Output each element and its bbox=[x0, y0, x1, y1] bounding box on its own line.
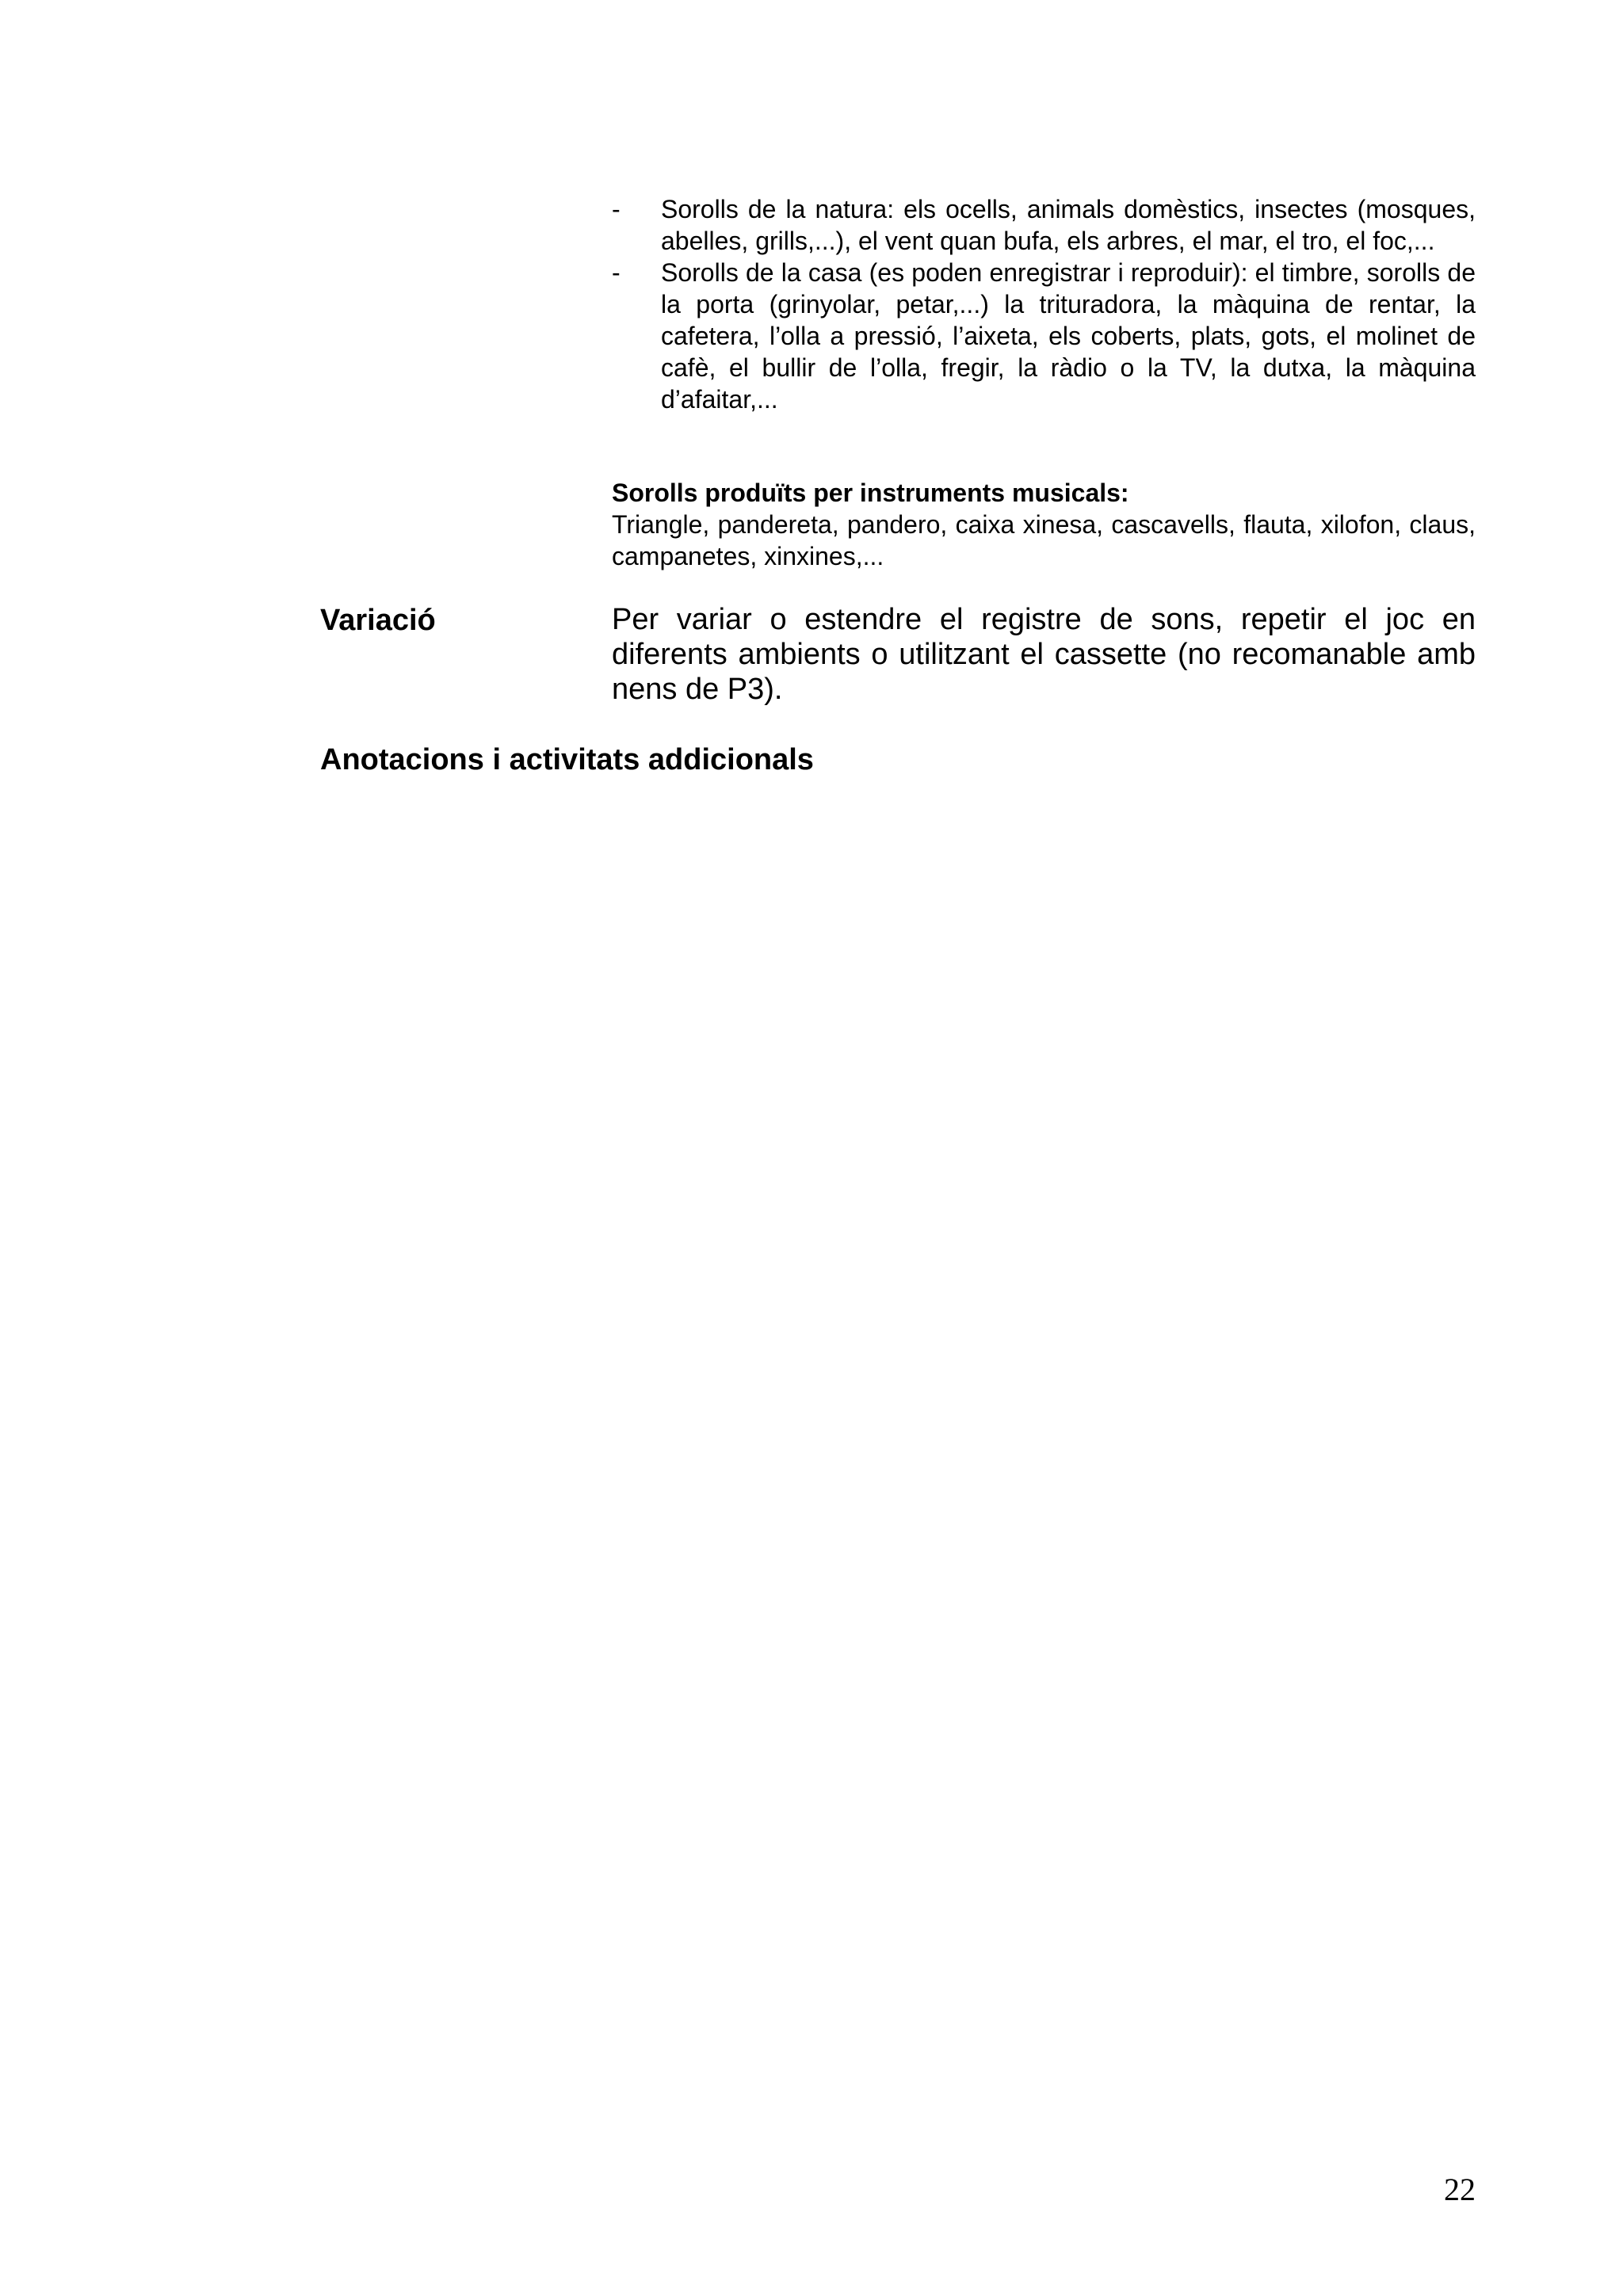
list-item-house-sounds bbox=[612, 257, 1476, 415]
instruments-text: Triangle, pandereta, pandero, caixa xinesa, cascavells, flauta, xilofon, claus, campanetes, xinxines,... bbox=[612, 510, 1476, 570]
bullet-dash: - bbox=[612, 258, 621, 287]
page-number: 22 bbox=[1444, 2172, 1476, 2207]
instruments-heading: Sorolls produïts per instruments musicals: bbox=[612, 479, 1129, 507]
bullet-dash: - bbox=[612, 195, 621, 223]
bullet-text: Sorolls de la natura: els ocells, animals domèstics, insectes (mosques, abelles, grills,...), el vent quan bufa, els arbres, el mar, el tro, el foc,... bbox=[661, 195, 1476, 255]
variation-label: Variació bbox=[320, 604, 436, 637]
sound-list bbox=[612, 193, 1476, 415]
variation-text: Per variar o estendre el registre de sons, repetir el joc en diferents ambients o utilitzant el cassette (no recomanable amb nens de P3). bbox=[612, 603, 1476, 706]
instruments-section bbox=[612, 477, 1476, 572]
list-item-nature-sounds bbox=[612, 193, 1476, 257]
annotations-heading: Anotacions i activitats addicionals bbox=[320, 743, 814, 776]
bullet-text: Sorolls de la casa (es poden enregistrar i reproduir): el timbre, sorolls de la porta (grinyolar, petar,...) la trituradora, la màquina de rentar, la cafetera, l’olla a pressió, l’aixeta, els coberts, plats, gots, el molinet de cafè, el bullir de l’olla, fregir, la ràdio o la TV, la dutxa, la màquina d’afaitar,... bbox=[661, 258, 1476, 414]
